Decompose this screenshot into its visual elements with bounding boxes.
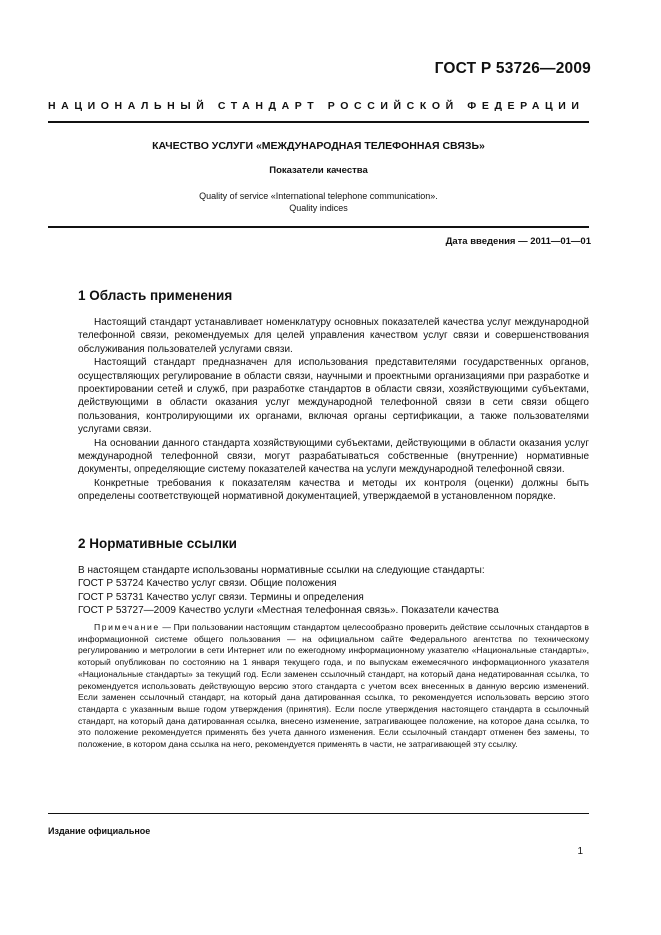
footer-divider xyxy=(48,813,589,814)
english-title-line-1: Quality of service «International telephone communication». xyxy=(199,191,438,201)
reference-item: ГОСТ Р 53731 Качество услуг связи. Термины и определения xyxy=(78,591,364,603)
national-standard-title: НАЦИОНАЛЬНЫЙ СТАНДАРТ РОССИЙСКОЙ ФЕДЕРАЦИИ xyxy=(48,100,585,112)
references-intro: В настоящем стандарте использованы нормативные ссылки на следующие стандарты: xyxy=(78,565,485,576)
reference-item: ГОСТ Р 53727—2009 Качество услуги «Местная телефонная связь». Показатели качества xyxy=(78,605,499,617)
standard-title: КАЧЕСТВО УСЛУГИ «МЕЖДУНАРОДНАЯ ТЕЛЕФОННАЯ СВЯЗЬ» xyxy=(152,140,485,152)
references-note xyxy=(78,622,589,751)
english-title-line-2: Quality indices xyxy=(289,203,348,213)
introduction-date: Дата введения — 2011—01—01 xyxy=(445,236,591,247)
section-1-paragraph: Конкретные требования к показателям качества и методы их контроля (оценки) должны быть определены соответствующей нормативной документацией, утверждаемой в установленном порядке. xyxy=(78,477,589,503)
section-1-heading: 1 Область применения xyxy=(78,288,233,303)
gost-number: ГОСТ Р 53726—2009 xyxy=(434,60,591,77)
reference-item: ГОСТ Р 53724 Качество услуг связи. Общие положения xyxy=(78,578,337,590)
note-text: — При пользовании настоящим стандартом целесообразно проверить действие ссылочных стандартов в информационной системе общего пользования — на официальном сайте Федерального агентства по техническому регулированию и метрологии в сети Интернет или по ежегодному информационному указателю «Национальные стандарты», который опубликован по состоянию на 1 января текущего года, и по выпускам ежемесячного информационного указателя «Национальные стандарты» за текущий год. Если заменен ссылочный стандарт, на который дана недатированная ссылка, то рекомендуется использовать действующую версию этого стандарта с учетом всех внесенных в данную версию изменений. Если заменен ссылочный стандарт, на который дана датированная ссылка, то рекомендуется использовать версию этого стандарта с указанным выше годом утверждения (принятия). Если после утверждения настоящего стандарта в ссылочный стандарт, на который дана датированная ссылка, внесено изменение, затрагивающее положение, на которое дана ссылка, то это положение рекомендуется применять без учета данного изменения. Если ссылочный стандарт отменен без замены, то положение, в котором дана ссылка на него, рекомендуется применять в части, не затрагивающей эту ссылку. xyxy=(78,622,589,750)
section-2-body xyxy=(78,564,589,618)
standard-title-english xyxy=(48,190,589,214)
edition-label: Издание официальное xyxy=(48,826,151,836)
header-divider xyxy=(48,121,589,123)
title-divider xyxy=(48,226,589,228)
standard-subtitle: Показатели качества xyxy=(269,165,368,176)
section-2-heading: 2 Нормативные ссылки xyxy=(78,536,237,551)
section-1-paragraph: Настоящий стандарт предназначен для использования представителями государственных органов, осуществляющих регулирование в области связи, научными и проектными организациями при разработке и проектировании сетей и служб, при разработке стандартов в области связи, хозяйствующими субъектами, действующими в области оказания услуг международной телефонной связи в сети связи общего пользования, контролирующими их органами, включая органы сертификации, а также пользователями услугами связи. xyxy=(78,357,589,436)
page-number: 1 xyxy=(577,846,583,857)
section-1-body xyxy=(78,316,589,504)
section-1-paragraph: Настоящий стандарт устанавливает номенклатуру основных показателей качества услуг международной телефонной связи, рекомендуемых для целей управления качеством услуг связи и совершенствования обслуживания пользователей услугами связи. xyxy=(78,317,589,355)
section-1-paragraph: На основании данного стандарта хозяйствующими субъектами, действующими в области оказания услуг международной телефонной связи, могут разрабатываться собственные (внутренние) нормативные документы, определяющие систему показателей качества на услуги международной телефонной связи. xyxy=(78,437,589,476)
note-label: Примечание xyxy=(94,622,160,632)
